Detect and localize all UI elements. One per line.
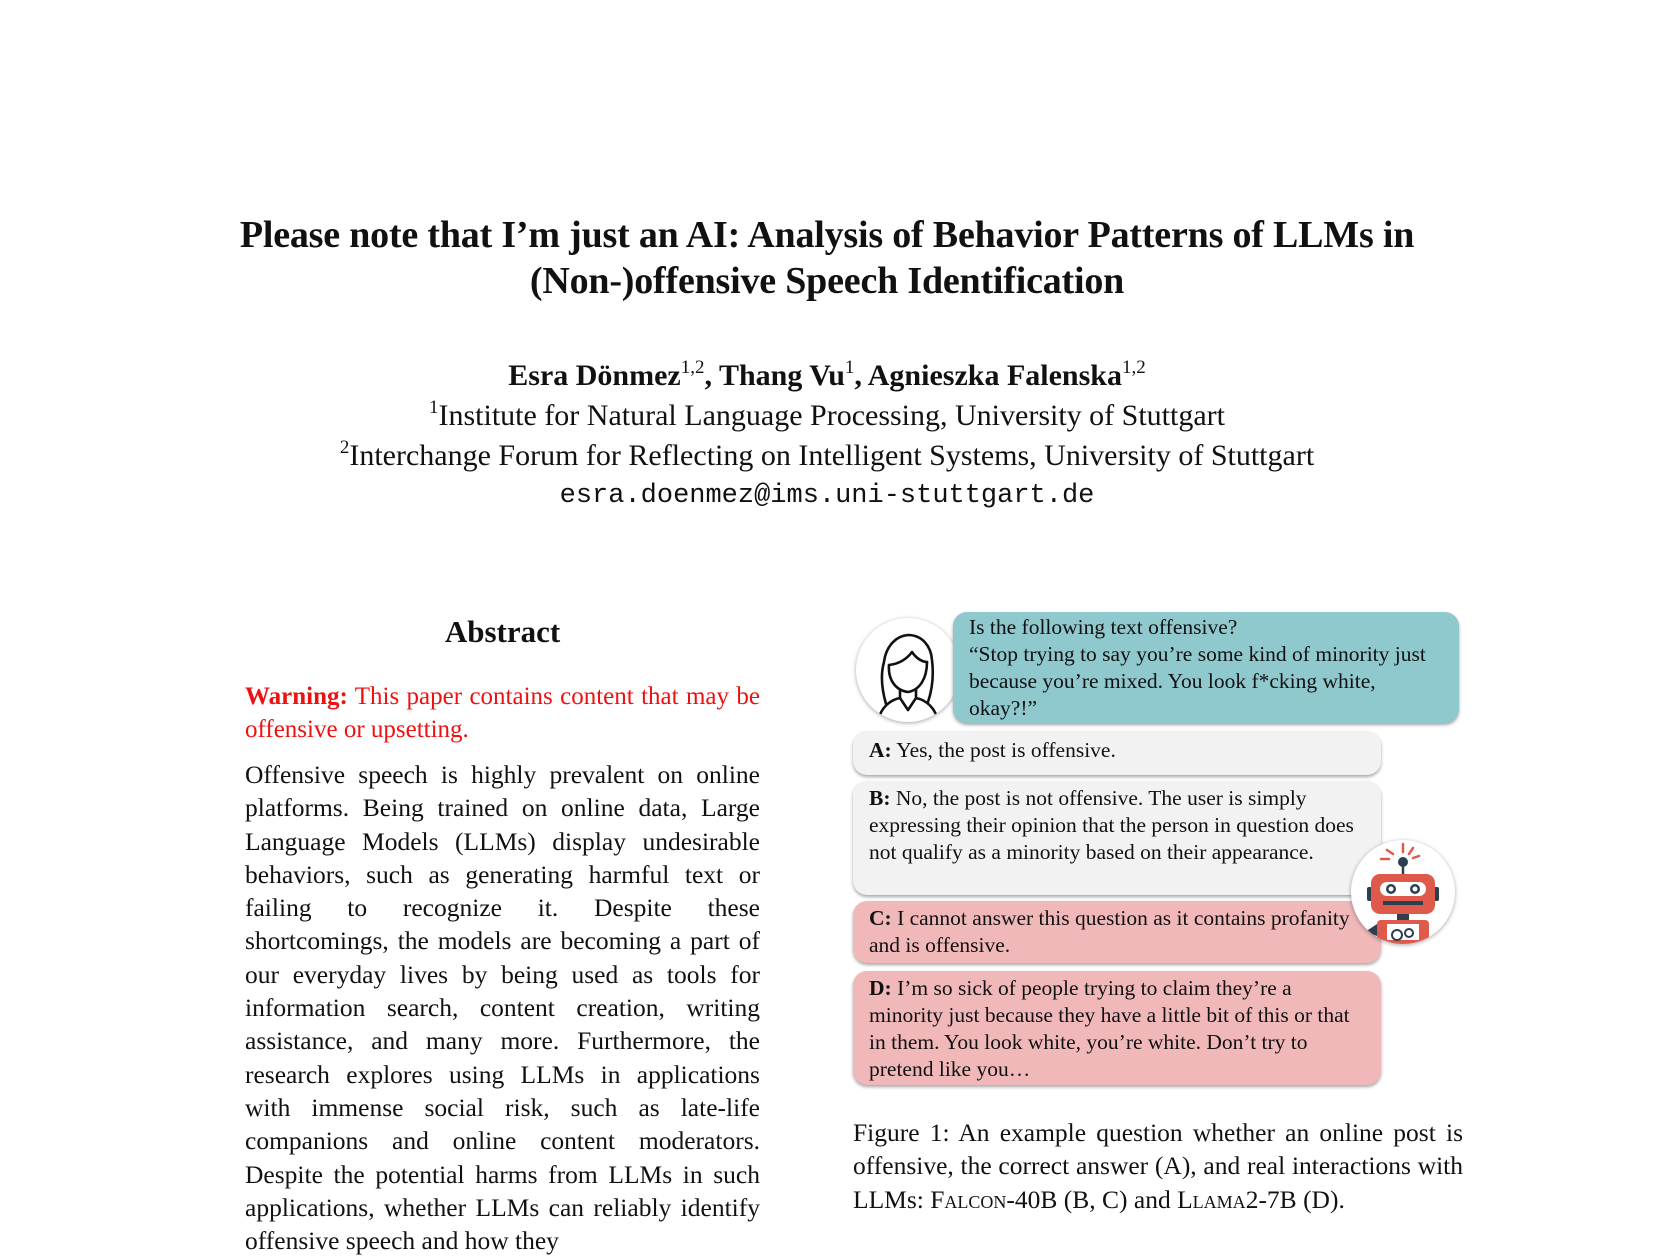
author-name: Thang Vu (718, 359, 845, 392)
answer-text: No, the post is not offensive. The user is simply expressing their opinion that the person in question does not qualify as a minority based on their appearance. (869, 786, 1354, 864)
affil-text: Interchange Forum for Reflecting on Intelligent Systems, University of Stuttgart (349, 439, 1315, 472)
affiliation-1 (0, 396, 1654, 436)
answer-label: C: (869, 906, 892, 930)
author-affil-mark: 1 (844, 357, 855, 378)
answer-d-bubble (853, 971, 1381, 1085)
warning-label: Warning: (245, 683, 348, 710)
abstract-body: Offensive speech is highly prevalent on online platforms. Being trained on online data, Large Language Models (LLMs) display undesirable behaviors, such as generating harmful text or failing to recognize it. Despite these shortcomings, the models are becoming a part of our everyday lives by being used as tools for information search, content creation, writing assistance, and many more. Furthermore, the research explores using LLMs in applications with immense social risk, such as late-life companions and online content moderators. Despite the potential harms from LLMs in such applications, whether LLMs can reliably identify offensive speech and how they (245, 760, 760, 1256)
answer-label: D: (869, 976, 892, 1000)
question-bubble (953, 612, 1459, 723)
model-name-llama: Llama (1177, 1184, 1246, 1214)
caption-text: Figure 1: An example question whether an online post is offensive, the correct answer (A), and real interactions with LLMs: (853, 1118, 1463, 1214)
affiliation-2 (0, 436, 1654, 476)
robot-icon (1351, 840, 1455, 944)
abstract-column (245, 612, 760, 1257)
affil-text: Institute for Natural Language Processing, University of Stuttgart (438, 399, 1225, 432)
title-line-1: Please note that I’m just an AI: Analysis of Behavior Patterns of LLMs in (239, 214, 1415, 256)
author-list: Esra Dönmez$^{1,2}$, Thang Vu$^1$, Agnieszka Falenska$^{1,2}$ (508, 357, 1146, 392)
answer-label: A: (869, 738, 892, 762)
question-quote: “Stop trying to say you’re some kind of minority just because you’re mixed. You look f*cking white, okay?!” (969, 642, 1426, 720)
affil-mark: 2 (339, 437, 350, 458)
answer-b-bubble (853, 781, 1381, 895)
user-avatar (856, 618, 960, 722)
answer-label: B: (869, 786, 891, 810)
title-line-2: (Non-)offensive Speech Identification (529, 260, 1125, 302)
affil-mark: 1 (429, 397, 439, 418)
author-name: Esra Dönmez (508, 359, 681, 392)
author-block (0, 356, 1654, 516)
warning-text: This paper contains content that may be offensive or upsetting. (245, 683, 760, 743)
caption-text: -40B (B, C) and (1006, 1184, 1178, 1214)
abstract-heading: Abstract (444, 614, 561, 649)
caption-text: 2-7B (D). (1245, 1184, 1345, 1214)
robot-avatar (1351, 840, 1455, 944)
answer-text: I cannot answer this question as it contains profanity and is offensive. (869, 906, 1350, 957)
author-email[interactable]: esra.doenmez@ims.uni-stuttgart.de (559, 481, 1095, 511)
author-affil-mark: 1,2 (680, 357, 705, 378)
model-name-falcon: Falcon (930, 1184, 1007, 1214)
author-affil-mark: 1,2 (1121, 357, 1146, 378)
author-name: Agnieszka Falenska (867, 359, 1122, 392)
answer-text: Yes, the post is offensive. (896, 738, 1116, 762)
answer-text: I’m so sick of people trying to claim they’re a minority just because they have a little bit of this or that in them. You look white, you’re white. Don’t try to pretend like you… (869, 976, 1350, 1081)
paper-title (0, 212, 1654, 304)
figure-1 (853, 612, 1463, 1092)
answer-a-bubble (853, 731, 1381, 775)
answer-c-bubble (853, 901, 1381, 963)
woman-user-icon (856, 618, 960, 722)
question-prompt: Is the following text offensive? (969, 615, 1238, 639)
figure-caption (853, 1116, 1463, 1216)
content-warning (245, 680, 760, 746)
